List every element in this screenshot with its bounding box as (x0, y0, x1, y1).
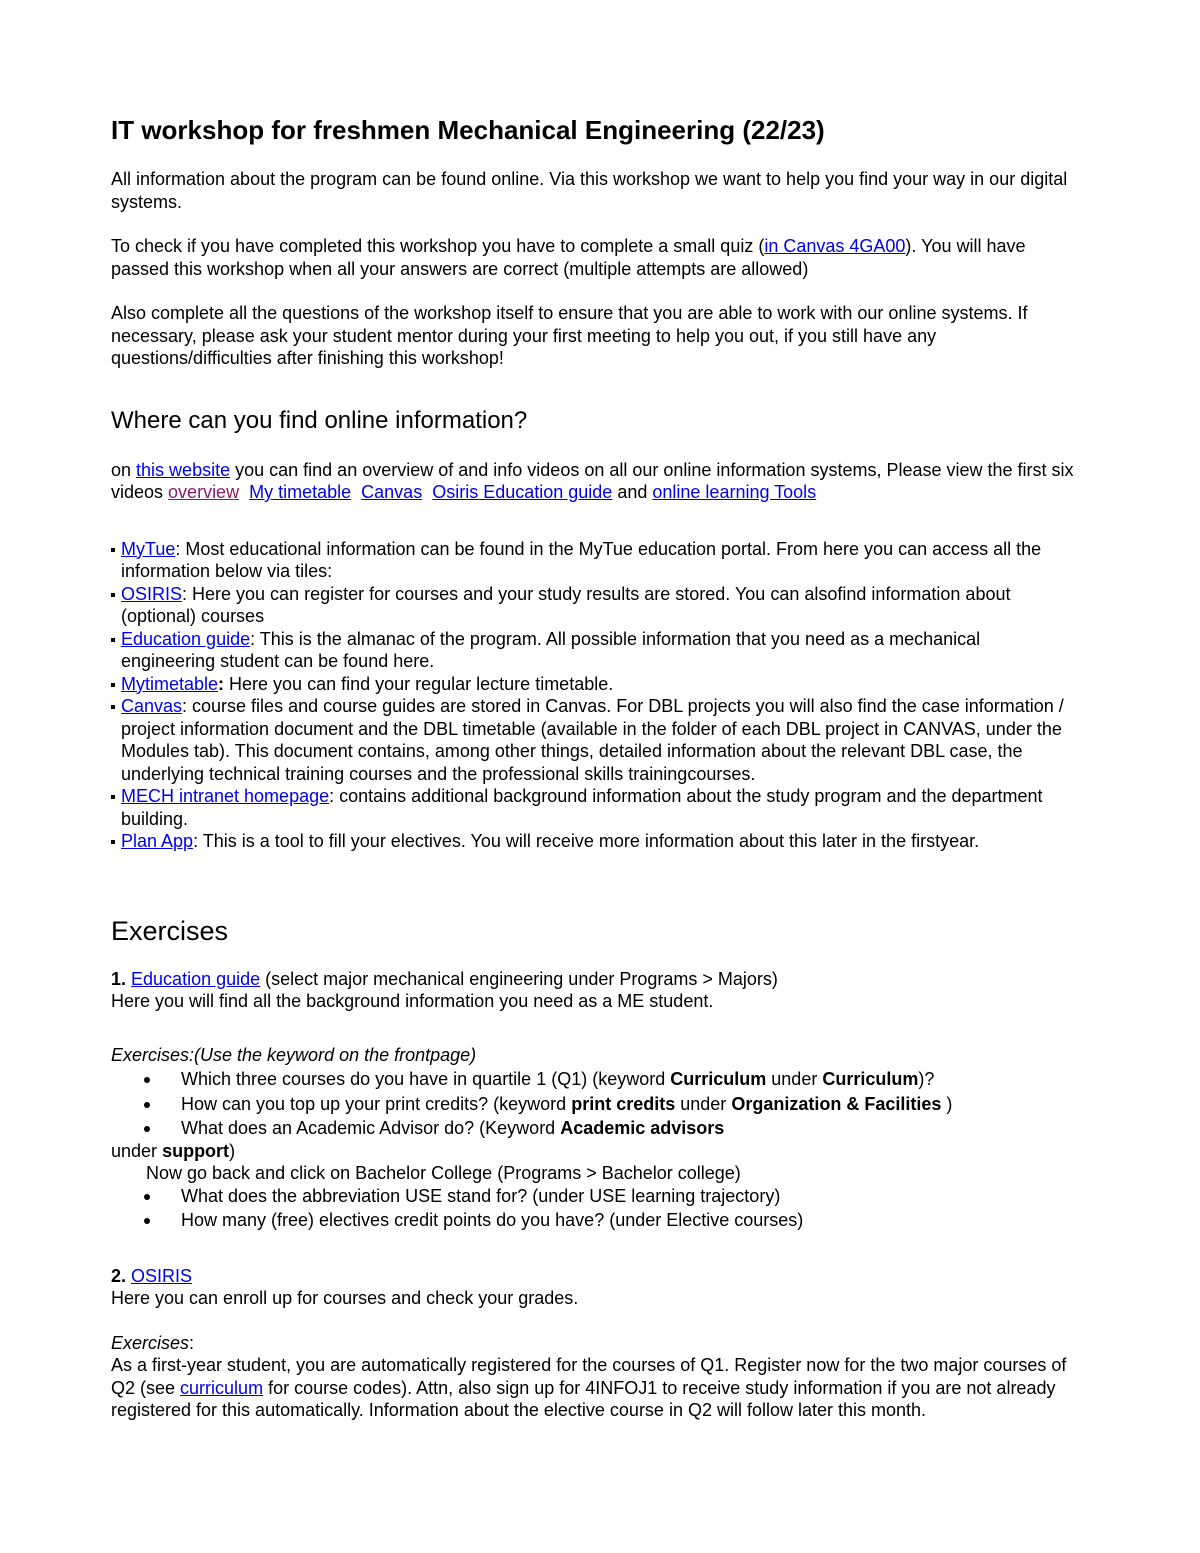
document-page (111, 110, 1076, 1422)
exercise-1-back-instruction: Now go back and click on Bachelor College (Programs > Bachelor college) (146, 1163, 741, 1183)
exercise-1-description: Here you will find all the background information you need as a ME student. (111, 991, 714, 1011)
list-item: Which three courses do you have in quartile 1 (Q1) (keyword Curriculum under Curriculum)? (111, 1068, 1076, 1091)
intro-paragraph-1: All information about the program can be found online. Via this workshop we want to help you find your way in our digital systems. (111, 169, 1068, 212)
page-title: IT workshop for freshmen Mechanical Engineering (22/23) (111, 115, 825, 145)
list-item: Canvas: course files and course guides are stored in Canvas. For DBL projects you will also find the case information / project information document and the DBL timetable (available in the folder of each DBL project in CANVAS, under the Modules tab). This document contains, among other things, detailed information about the relevant DBL case, the underlying technical training courses and the professional skills trainingcourses. (111, 695, 1076, 785)
list-item: How many (free) electives credit points do you have? (under Elective courses) (111, 1209, 1076, 1232)
education-guide-link[interactable]: Education guide (121, 628, 251, 649)
exercise-2-label: Exercises: (111, 1332, 195, 1353)
list-item: How can you top up your print credits? (keyword print credits under Organization & Facilities ) (111, 1093, 1076, 1116)
plan-app-link[interactable]: Plan App (121, 831, 194, 851)
mech-intranet-link[interactable]: MECH intranet homepage (121, 786, 330, 806)
overview-video-link[interactable]: overview (168, 482, 240, 502)
exercise-1-questions (111, 1068, 1076, 1140)
curriculum-link[interactable]: curriculum (180, 1377, 264, 1398)
osiris-link[interactable]: OSIRIS (121, 583, 183, 604)
intro-paragraph-2: To check if you have completed this workshop you have to complete a small quiz (in Canvas 4GA00). You will have passed this workshop when all your answers are correct (multiple attempts are allowed) (111, 236, 1026, 279)
list-item: What does the abbreviation USE stand for? (under USE learning trajectory) (111, 1185, 1076, 1208)
list-item: What does an Academic Advisor do? (Keyword Academic advisors (111, 1117, 1076, 1140)
mytue-link[interactable]: MyTue (121, 538, 176, 559)
learning-tools-video-link[interactable]: online learning Tools (652, 482, 817, 502)
canvas-link[interactable]: Canvas (121, 696, 183, 716)
canvas-video-link[interactable]: Canvas (361, 482, 423, 502)
timetable-video-link[interactable]: My timetable (249, 482, 352, 502)
mytimetable-link[interactable]: Mytimetable (121, 673, 219, 694)
list-item: Plan App: This is a tool to fill your electives. You will receive more information about this later in the firstyear. (111, 830, 1076, 853)
exercise-1-more-questions (111, 1185, 1076, 1232)
exercise-1-education-guide-link[interactable]: Education guide (131, 968, 261, 989)
list-item: OSIRIS: Here you can register for courses and your study results are stored. You can alsofind information about (optional) courses (111, 583, 1076, 628)
list-item: MECH intranet homepage: contains additional background information about the study program and the department building. (111, 785, 1076, 830)
list-item: Education guide: This is the almanac of the program. All possible information that you need as a mechanical engineering student can be found here. (111, 628, 1076, 673)
this-website-link[interactable]: this website (136, 459, 231, 480)
intro-paragraph-3: Also complete all the questions of the workshop itself to ensure that you are able to work with our online systems. If necessary, please ask your student mentor during your first meeting to help you out, if you still have any questions/difficulties after finishing this workshop! (111, 303, 1028, 368)
where-heading: Where can you find online information? (111, 406, 528, 434)
exercise-2-description: Here you can enroll up for courses and check your grades. (111, 1288, 579, 1308)
osiris-guide-video-link[interactable]: Osiris Education guide (432, 482, 613, 502)
canvas-quiz-link[interactable]: in Canvas 4GA00 (764, 236, 906, 256)
exercise-2-osiris-link[interactable]: OSIRIS (131, 1265, 193, 1286)
exercise-1-title: 1. Education guide (select major mechanical engineering under Programs > Majors) (111, 968, 778, 989)
exercises-heading: Exercises (111, 915, 229, 946)
exercise-1-q3-continuation: under support) (111, 1140, 236, 1161)
list-item: Mytimetable: Here you can find your regular lecture timetable. (111, 673, 1076, 696)
exercise-1-label: Exercises:(Use the keyword on the frontpage) (111, 1044, 477, 1065)
exercise-2-text: As a first-year student, you are automatically registered for the courses of Q1. Register now for the two major courses of Q2 (see curriculum for course codes). Attn, also sign up for 4INFOJ1 to receive study information if you are not already registered for this automatically. Information about the elective course in Q2 will follow later this month. (111, 1355, 1067, 1420)
where-paragraph: on this website you can find an overview of and info videos on all our online information systems, Please view the first six videos overview My timetable Canvas Osiris Education guide and online learning Tools (111, 459, 1074, 502)
systems-list (111, 538, 1076, 853)
exercise-2-title: 2. OSIRIS (111, 1265, 193, 1286)
list-item: MyTue: Most educational information can be found in the MyTue education portal. From here you can access all the information below via tiles: (111, 538, 1076, 583)
